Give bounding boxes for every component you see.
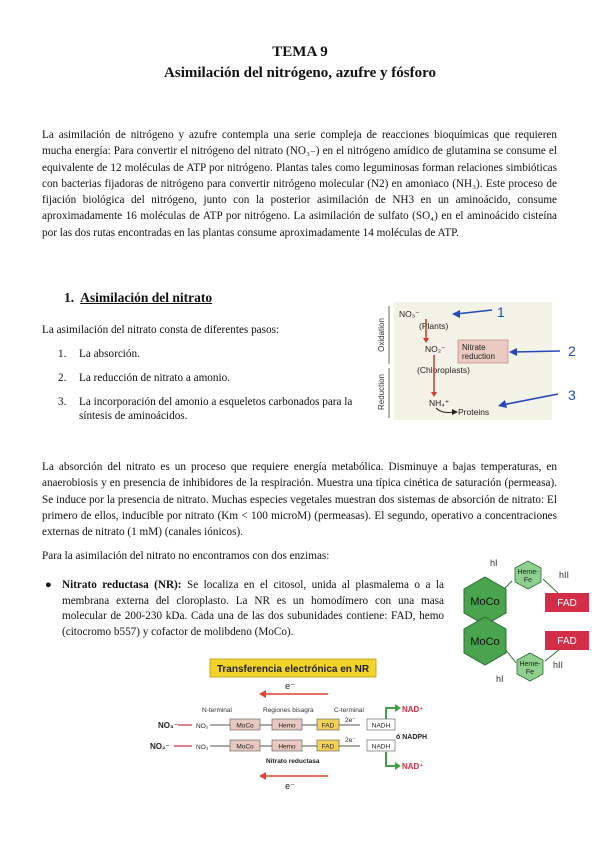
heme-top-label-1: Heme-: [517, 569, 539, 576]
fad-top-label: FAD: [321, 722, 335, 730]
bullet-text: Se localiza en el citosol, unida al plasmalema o a la membrana externa del cloroplasto. La NR es un homodímero con una masa molecular de 200-230 kDa. Cada una de las dos subunidades contiene: FAD, hemo (citocromo b557) y cofactor de molibdeno (MoCo).: [62, 579, 444, 638]
electron-top-label: e⁻: [285, 681, 295, 691]
heme-bottom-label-1: Heme-: [519, 661, 541, 668]
nh4-label: NH₄⁺: [429, 398, 450, 408]
section-heading: [64, 290, 212, 306]
electron-bottom-label: e⁻: [285, 781, 295, 791]
marker-2: 2: [568, 343, 576, 359]
steps-list: [58, 347, 370, 433]
linker-line: [543, 579, 558, 593]
moco-top-label: MoCo: [470, 596, 500, 608]
moco-bottom-label: MoCo: [236, 743, 254, 751]
marker-3: 3: [568, 387, 576, 403]
document-title: TEMA 9: [272, 44, 328, 60]
two-e-bottom-label: 2e⁻: [345, 737, 356, 744]
nad-bottom-arrow: [386, 752, 396, 766]
no2-label: NO₂⁻: [425, 344, 446, 354]
nitrate-reductase-bullet: [45, 578, 444, 640]
nadh-top-label: NADH: [371, 722, 391, 730]
proteins-label: Proteins: [458, 407, 490, 417]
nad-bottom-label: NAD⁺: [402, 762, 424, 771]
chloroplasts-label: (Chloroplasts): [417, 365, 470, 375]
hinge-regions-label: Regiones bisagra: [263, 707, 314, 714]
no3-top-label: NO₃⁻: [158, 721, 178, 730]
hemo-top-label: Hemo: [278, 722, 296, 730]
nadh-bottom-label: NADH: [371, 743, 391, 751]
oxidation-axis-label: Oxidation: [377, 318, 386, 352]
list-item: 1. La absorción.: [58, 348, 140, 360]
nad-top-label: NAD⁺: [402, 705, 424, 714]
heme-bottom-label-2: Fe: [525, 669, 535, 676]
fad-bottom-label: FAD: [321, 743, 335, 751]
list-item: 2. La reducción de nitrato a amonio.: [58, 372, 230, 384]
moco-bottom-label: MoCo: [470, 636, 500, 648]
marker-1: 1: [497, 304, 505, 320]
list-item: 3. La incorporación del amonio a esqueletos carbonados para la síntesis de aminoácidos.: [58, 396, 353, 422]
nadph-label: ó NADPH: [396, 734, 428, 741]
section-title: Asimilación del nitrato: [80, 290, 213, 305]
banner-title: Transferencia electrónica en NR: [216, 664, 370, 675]
arrowhead-icon: [395, 704, 401, 712]
bullet-icon: ●: [45, 579, 52, 591]
absorption-paragraph: La absorción del nitrato es un proceso que requiere energía metabólica. Disminuye a bajas temperaturas, en anaerobiosis y en presencia de inhibidores de la respiración. Muestra una típica cinética de saturación (permeasa). Se induce por la presencia de nitrato. Muchas especies vegetales muestran dos sistemas de absorción de nitrato: El primero de ellos, inducible por nitrato (Km < 100 microM) (permeasas). El segundo, operativo a concentraciones externas de nitrato (1 mM) (canales iónicos).: [42, 461, 557, 539]
pointer-arrow-2: [513, 351, 560, 352]
hI-bottom-label: hI: [496, 674, 504, 684]
plants-label: (Plants): [419, 321, 449, 331]
intro-paragraph: La asimilación de nitrógeno y azufre contempla una serie compleja de reacciones bioquímicas que requieren mucha energía: Para convertir el nitrógeno del nitrato (NO₃₋) en el nitrógeno amídico de glutamina se consume el equivalente de 12 moléculas de ATP por nitrógeno. Plantas tales como leguminosas forman relaciones simbióticas con bacterias fijadoras de nitrógeno para convertir nitrógeno molecular (N2) en amoniaco (NH₃). Este proceso de fijación biológica del nitrógeno, junto con la posterior asimilación de NH3 en un aminoácido, consume aproximadamente 16 moléculas de ATP por nitrógeno. La asimilación de sulfato (SO₄) en el aminoácido cisteína por las dos rutas encontradas en las plantas consume aproximadamente 14 moléculas de ATP.: [42, 129, 557, 239]
no3-bottom-label: NO₃: [196, 744, 209, 751]
enzymes-intro: Para la asimilación del nitrato no encontramos con dos enzimas:: [42, 550, 330, 562]
fad-top-label: FAD: [557, 598, 577, 609]
electron-transfer-figure: [140, 656, 440, 796]
steps-intro: La asimilación del nitrato consta de diferentes pasos:: [42, 324, 280, 336]
bullet-title: Nitrato reductasa (NR):: [62, 579, 182, 591]
section-number: 1.: [64, 290, 75, 305]
document-subtitle: Asimilación del nitrógeno, azufre y fósforo: [164, 65, 436, 81]
enzyme-label: Nitrato reductasa: [266, 758, 320, 765]
hII-top-label: hII: [559, 570, 570, 580]
linker-line: [506, 650, 516, 663]
arrowhead-icon: [259, 690, 266, 698]
two-e-top-label: 2e⁻: [345, 717, 356, 724]
arrowhead-icon: [259, 772, 266, 780]
fad-bottom-label: FAD: [557, 636, 577, 647]
no2-bottom-label: NO₂⁻: [150, 742, 170, 751]
n-terminal-label: N-terminal: [202, 707, 232, 714]
nitrate-reduction-line2: reduction: [462, 352, 495, 361]
nitrate-reduction-figure: [372, 302, 592, 422]
c-terminal-label: C-terminal: [334, 707, 364, 714]
hII-bottom-label: hII: [553, 660, 564, 670]
no3-label: NO₃⁻: [399, 309, 420, 319]
reduction-axis-label: Reduction: [377, 373, 386, 411]
nitrate-reduction-line1: Nitrate: [462, 343, 486, 352]
hI-top-label: hI: [490, 558, 498, 568]
nr-homodimer-figure: [450, 555, 595, 685]
moco-top-label: MoCo: [236, 722, 254, 730]
heme-top-label-2: Fe: [523, 577, 533, 584]
nad-top-arrow: [386, 708, 396, 720]
arrowhead-icon: [395, 762, 401, 770]
no2-top-label: NO₂: [196, 723, 209, 730]
hemo-bottom-label: Hemo: [278, 743, 296, 751]
